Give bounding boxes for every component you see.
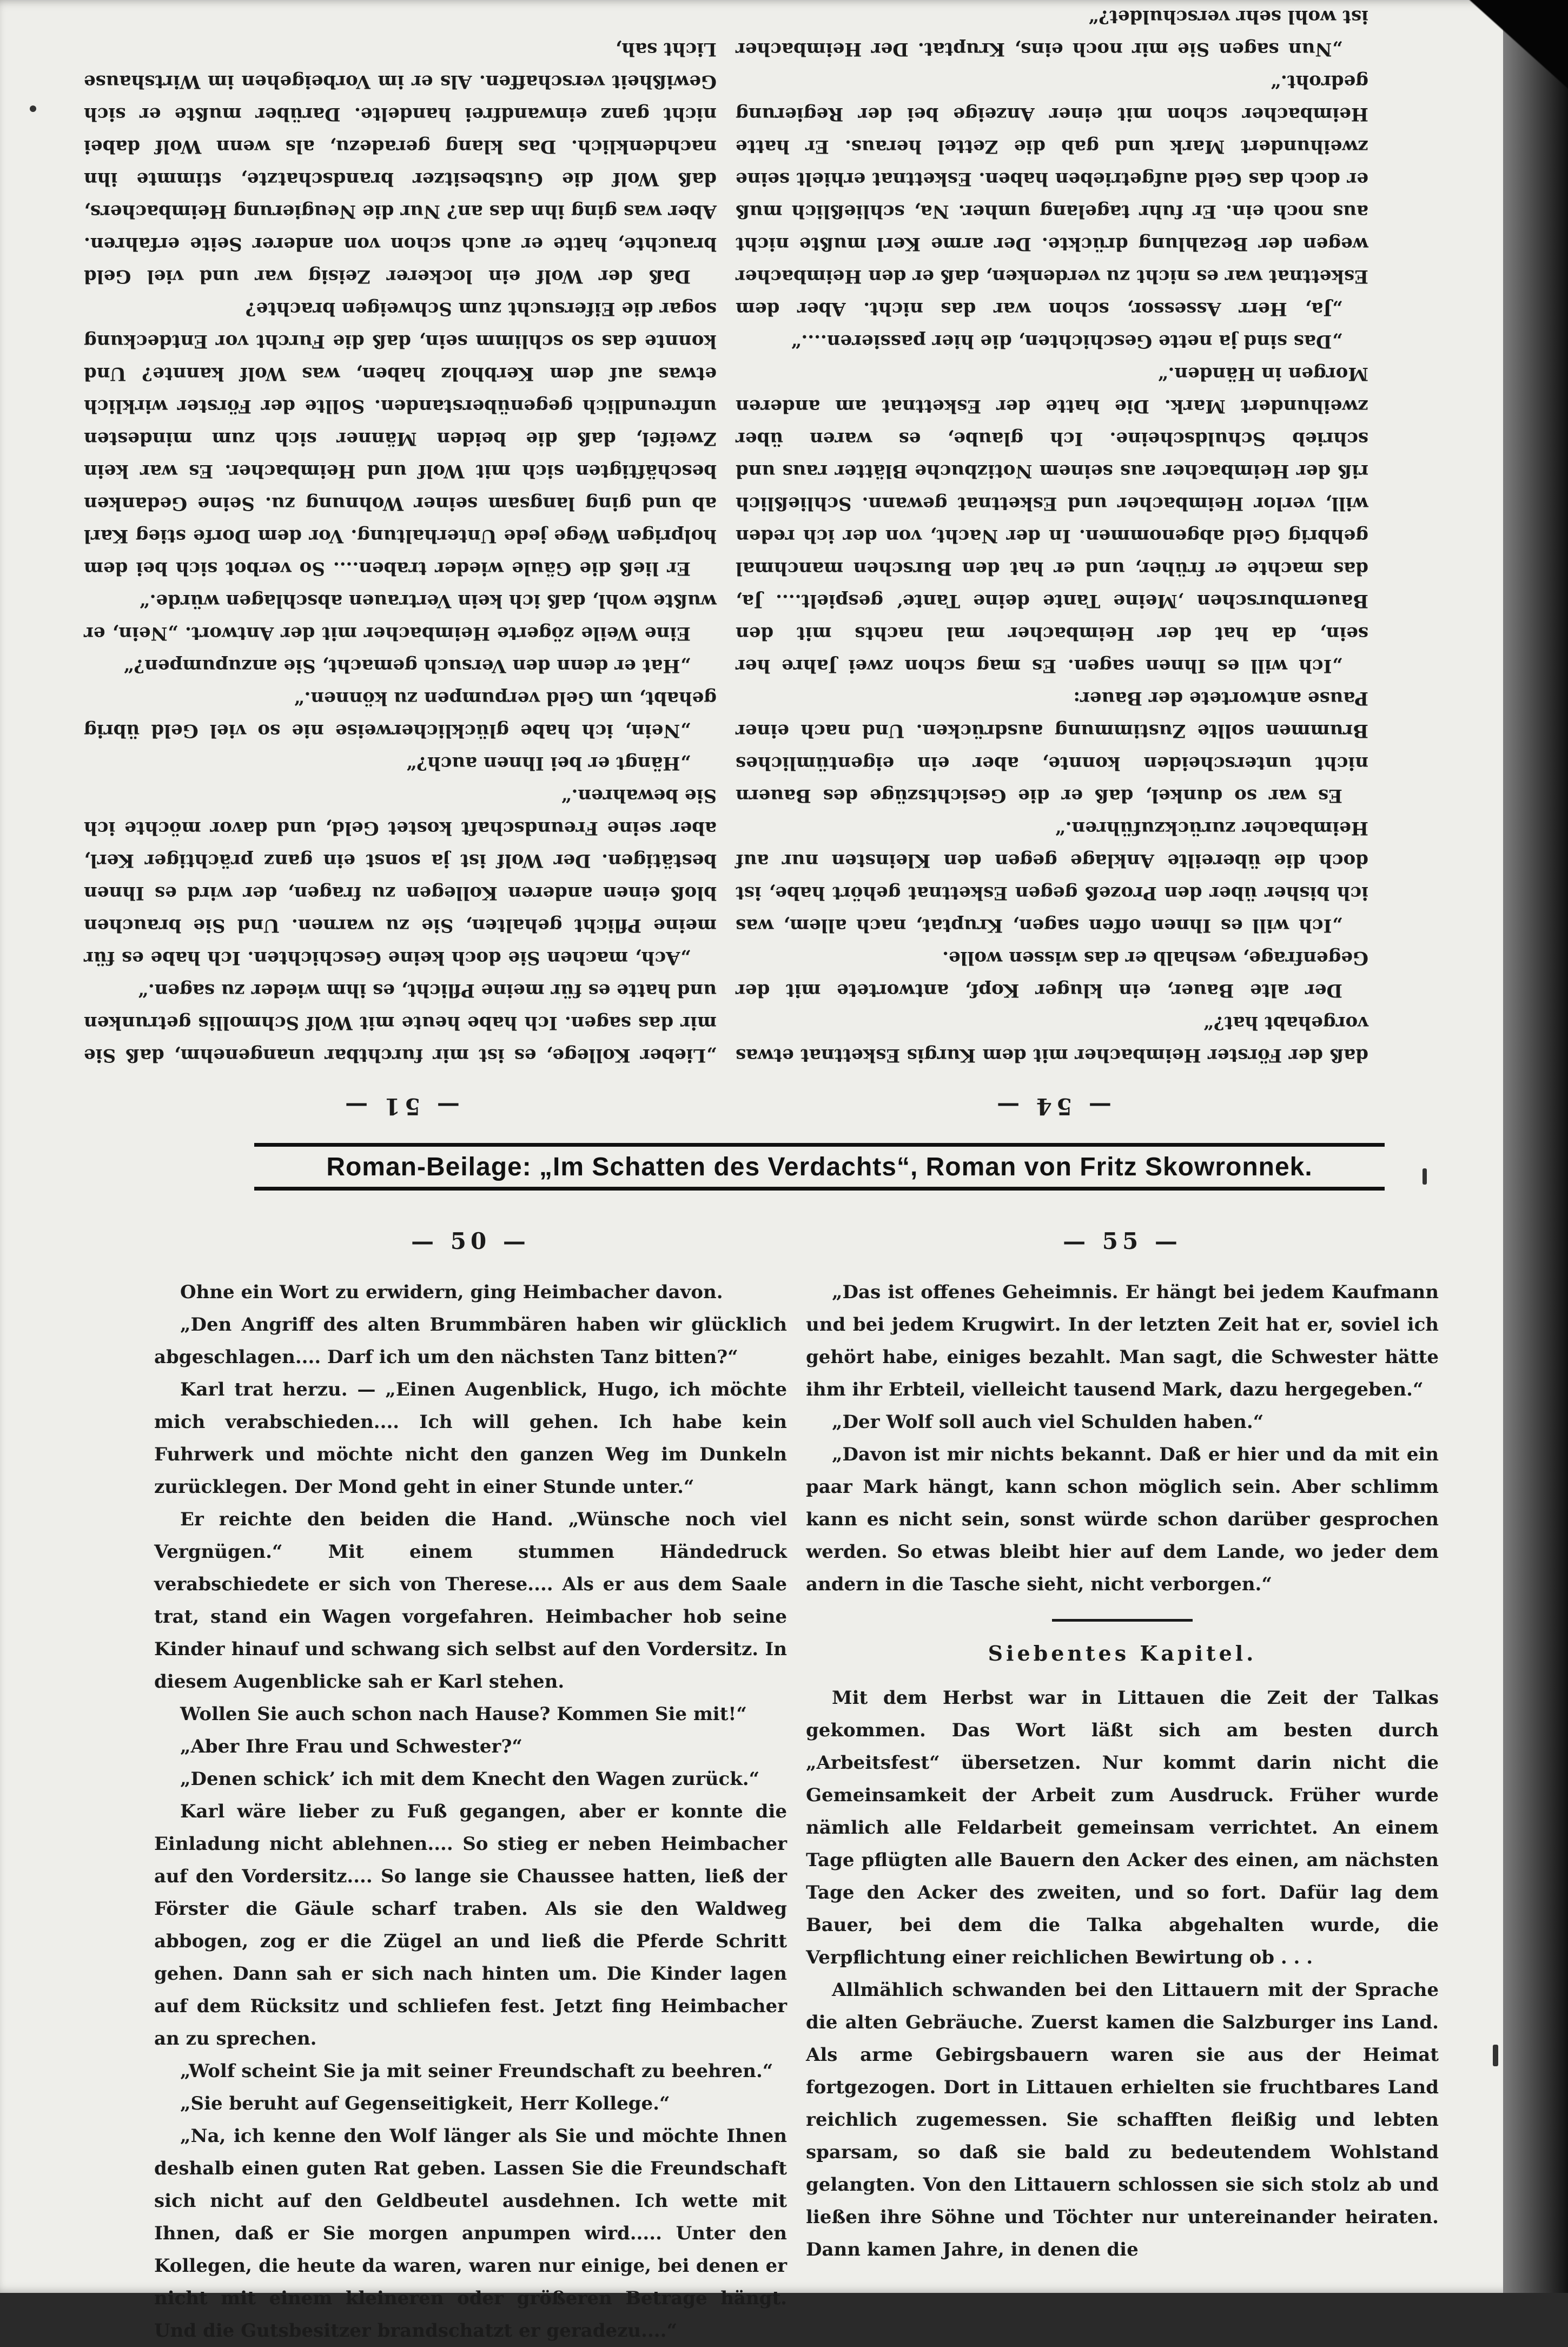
column-page-54 [736,1,1368,1120]
page-number-54: — 54 — [993,1093,1112,1120]
paragraph: „Wolf scheint Sie ja mit seiner Freundschaft zu beehren.“ [180,2060,773,2082]
paragraph: „Davon ist mir nichts bekannt. Daß er hier und da mit ein paar Mark hängt, kann schon möglich sein. Aber schlimm kann es nicht sein, sonst würde schon darüber gesprochen werden. So etwas bleibt hier auf dem Lande, wo jeder dem andern in die Tasche sieht, nicht verborgen.“ [806,1444,1439,1595]
paragraph: Es war so dunkel, daß er die Gesichtszüge des Bauern nicht unterscheiden konnte, aber ein eigentümliches Brummen sollte Zustimmung ausdrücken. Und nach einer Pause antwortete der Bauer: [736,687,1368,806]
paragraph: „Nun sagen Sie mir noch eins, Kruptat. Der Heimbacher ist wohl sehr verschuldet?“ [736,6,1368,60]
paragraph: „Der Wolf soll auch viel Schulden haben.“ [832,1411,1264,1433]
paragraph: „Denen schick’ ich mit dem Knecht den Wagen zurück.“ [180,1768,760,1790]
paragraph: Karl wäre lieber zu Fuß gegangen, aber er konnte die Einladung nicht ablehnen.... So stieg er neben Heimbacher auf den Vordersitz.... So lange sie Chaussee hatten, ließ der Förster die Gäule scharf traben. Als sie den Waldweg abbogen, zog er die Zügel an und ließ die Pferde Schritt gehen. Dann sah er sich nach hinten um. Die Kinder lagen auf dem Rücksitz und schliefen fest. Jetzt fing Heimbacher an zu sprechen. [154,1801,787,2050]
paragraph: „Das sind ja nette Geschichten, die hier passieren....“ [790,330,1342,352]
section-divider [1052,1619,1193,1622]
paragraph: Karl trat herzu. — „Einen Augenblick, Hugo, ich möchte mich verabschieden.... Ich will gehen. Ich habe kein Fuhrwerk und möchte nicht den ganzen Weg im Dunkeln zurücklegen. Der Mond geht in einer Stunde unter.“ [154,1379,787,1498]
print-speck [30,105,36,112]
paragraph: „Ich will es Ihnen sagen. Es mag schon zwei Jahre her sein, da hat der Heimbacher mal nachts mit den Bauernburschen ‚Meine Tante deine Tante‘ gespielt.... Ja, das machte er früher, und er hat den Burschen manchmal gehbrig Geld abgenommen. In der Nacht, von der ich reden will, verlor Heimbacher und Eskettnat gewann. Schließlich riß der Heimbacher aus seinem Notizbuche Blätter raus und schrieb Schuldscheine. Ich glaube, es waren über zweihundert Mark. Die hatte der Eskettnat am anderen Morgen in Händen.“ [736,363,1368,677]
paragraph: „Ach, machen Sie doch keine Geschichten. Ich habe es für meine Pflicht gehalten, Sie zu warnen. Und Sie brauchen bloß einen anderen Kollegen zu fragen, der wird es Ihnen bestätigen. Der Wolf ist ja sonst ein ganz prächtiger Kerl, aber seine Freundschaft kostet Geld, und davor möchte ich Sie bewahren.“ [84,785,717,969]
paragraph: „Lieber Kollege, es ist mir furchtbar unangenehm, daß Sie mir das sagen. Ich habe heute mit Wolf Schmollis getrunken und hatte es für meine Pflicht, es ihm wieder zu sagen.“ [84,980,717,1066]
page-corner-shadow [1460,0,1568,97]
page-number-50: — 50 — [411,1228,530,1254]
paragraph: Er ließ die Gäule wieder traben.... So verbot sich bei dem holprigen Wege jede Unterhaltung. Vor dem Dorfe stieg Karl ab und ging langsam seiner Wohnung zu. Seine Gedanken beschäftigten sich mit Wolf und Heimbacher. Es war kein Zweifel, daß die beiden Männer sich zum mindesten unfreundlich gegenüberstanden. Sollte der Förster wirklich etwas auf dem Kerbholz haben, was Wolf kannte? Und konnte das so schlimm sein, daß die Furcht vor Entdeckung sogar die Eifersucht zum Schweigen brachte? [84,298,717,579]
paragraph: Er reichte den beiden die Hand. „Wünsche noch viel Vergnügen.“ Mit einem stummen Händedruck verabschiedete er sich von Therese.... Als er aus dem Saale trat, stand ein Wagen vorgefahren. Heimbacher hob seine Kinder hinauf und schwang sich selbst auf den Vordersitz. In diesem Augenblicke sah er Karl stehen. [154,1509,787,1693]
upper-inverted-section [0,0,1523,1120]
paragraph: „Sie beruht auf Gegenseitigkeit, Herr Kollege.“ [180,2093,670,2114]
column-page-50 [154,1228,787,2347]
page-number-51: — 51 — [341,1093,460,1120]
page-number-55: — 55 — [1063,1228,1182,1254]
paragraph: daß der Förster Heimbacher mit dem Kurgis Eskettnat etwas vorgehabt hat?“ [736,1012,1368,1066]
paragraph: „Das ist offenes Geheimnis. Er hängt bei jedem Kaufmann und bei jedem Krugwirt. In der letzten Zeit hat er, soviel ich gehört habe, einiges bezahlt. Man sagt, die Schwester hätte ihm ihr Erbteil, vielleicht tausend Mark, dazu hergegeben.“ [806,1281,1439,1400]
paragraph: Der alte Bauer, ein kluger Kopf, antwortete mit der Gegenfrage, weshalb er das wissen wolle. [736,947,1368,1001]
chapter-title: Siebentes Kapitel. [988,1641,1257,1665]
page-edge-shadow [1503,0,1568,2293]
paragraph: „Ich will es Ihnen offen sagen, Kruptat, nach allem, was ich bisher über den Prozeß gegen Eskettnat gehört habe, ist doch die übereilte Anklage gegen den Kleinsten nur auf Heimbacher zurückzuführen.“ [736,817,1368,936]
print-speck [1493,2045,1498,2066]
paragraph: Allmählich schwanden bei den Littauern mit der Sprache die alten Gebräuche. Zuerst kamen die Salzburger ins Land. Als arme Gebirgsbauern waren sie aus der Heimat fortgezogen. Dort in Littauen erhielten sie fruchtbares Land reichlich zugemessen. Sie schafften fleißig und lebten sparsam, so daß sie bald zu bedeutendem Wohlstand gelangten. Von den Littauern schlossen sie sich stolz ab und ließen ihre Söhne und Töchter nur untereinander heiraten. Dann kamen Jahre, in denen die [806,1979,1439,2260]
paragraph: „Den Angriff des alten Brummbären haben wir glücklich abgeschlagen.... Darf ich um den nächsten Tanz bitten?“ [154,1314,787,1368]
paragraph: „Hängt er bei Ihnen auch?“ [406,752,691,774]
paragraph: Eine Weile zögerte Heimbacher mit der Antwort. „Nein, er wußte wohl, daß ich kein Vertrauen abschlagen würde.“ [84,590,717,644]
print-speck [1423,1168,1427,1185]
paragraph: Ohne ein Wort zu erwidern, ging Heimbacher davon. [180,1281,723,1303]
paragraph: Mit dem Herbst war in Littauen die Zeit der Talkas gekommen. Das Wort läßt sich am besten durch „Arbeitsfest“ übersetzen. Nur kommt darin nicht die Gemeinsamkeit der Arbeit zum Ausdruck. Früher wurde nämlich alle Feldarbeit gemeinsam verrichtet. An einem Tage pflügten alle Bauern den Acker des einen, am nächsten Tage den Acker des zweiten, und so fort. Dafür lag dem Bauer, bei dem die Talka abgehalten wurde, die Verpflichtung einer reichlichen Bewirtung ob . . . [806,1687,1439,1968]
column-page-55 [806,1228,1439,2266]
paragraph: Daß der Wolf ein lockerer Zeisig war und viel Geld brauchte, hatte er auch schon von anderer Seite erfahren. Aber was ging ihn das an? Nur die Neugierung Heimbachers, daß Wolf die Gutsbesitzer brandschatzte, stimmte ihn nachdenklich. Das klang geradezu, als wenn Wolf dabei nicht ganz einwandfrei handelte. Darüber mußte er sich Gewißheit verschaffen. Als er im Vorbeigehen im Wirtshause Licht sah, [84,38,717,287]
paragraph: „Hat er denn den Versuch gemacht, Sie anzupumpen?“ [123,655,691,677]
banner-title: Roman-Beilage: „Im Schatten des Verdachts“, Roman von Fritz Skowronnek. [326,1152,1313,1181]
paragraph: „Nein, ich habe glücklicherweise nie so viel Geld übrig gehabt, um Geld verpumpen zu können.“ [84,687,717,742]
lower-section [0,1174,1523,2342]
paragraph: „Na, ich kenne den Wolf länger als Sie und möchte Ihnen deshalb einen guten Rat geben. Lassen Sie die Freundschaft sich nicht auf den Geldbeutel ausdehnen. Ich wette mit Ihnen, daß er Sie morgen anpumpen wird..... Unter den Kollegen, die heute da waren, waren nur einige, bei denen er nicht mit einem kleineren oder größeren Betrage hängt. Und die Gutsbesitzer brandschatzt er geradezu....“ [154,2125,787,2342]
column-page-51 [84,33,717,1120]
paragraph: „Aber Ihre Frau und Schwester?“ [180,1736,522,1757]
paragraph: „Ja, Herr Assessor, schon war das nicht. Aber dem Eskettnat war es nicht zu verdenken, daß er den Heimbacher wegen der Bezahlung drückte. Der arme Kerl mußte nicht aus noch ein. Er fuhr tagelang umher. Na, schließlich muß er doch das Geld aufgetrieben haben. Eskettnat erhielt seine zweihundert Mark und gab die Zettel heraus. Er hatte Heimbacher schon mit einer Anzeige bei der Regierung gedroht.“ [736,71,1368,320]
paragraph: Wollen Sie auch schon nach Hause? Kommen Sie mit!“ [180,1703,747,1725]
